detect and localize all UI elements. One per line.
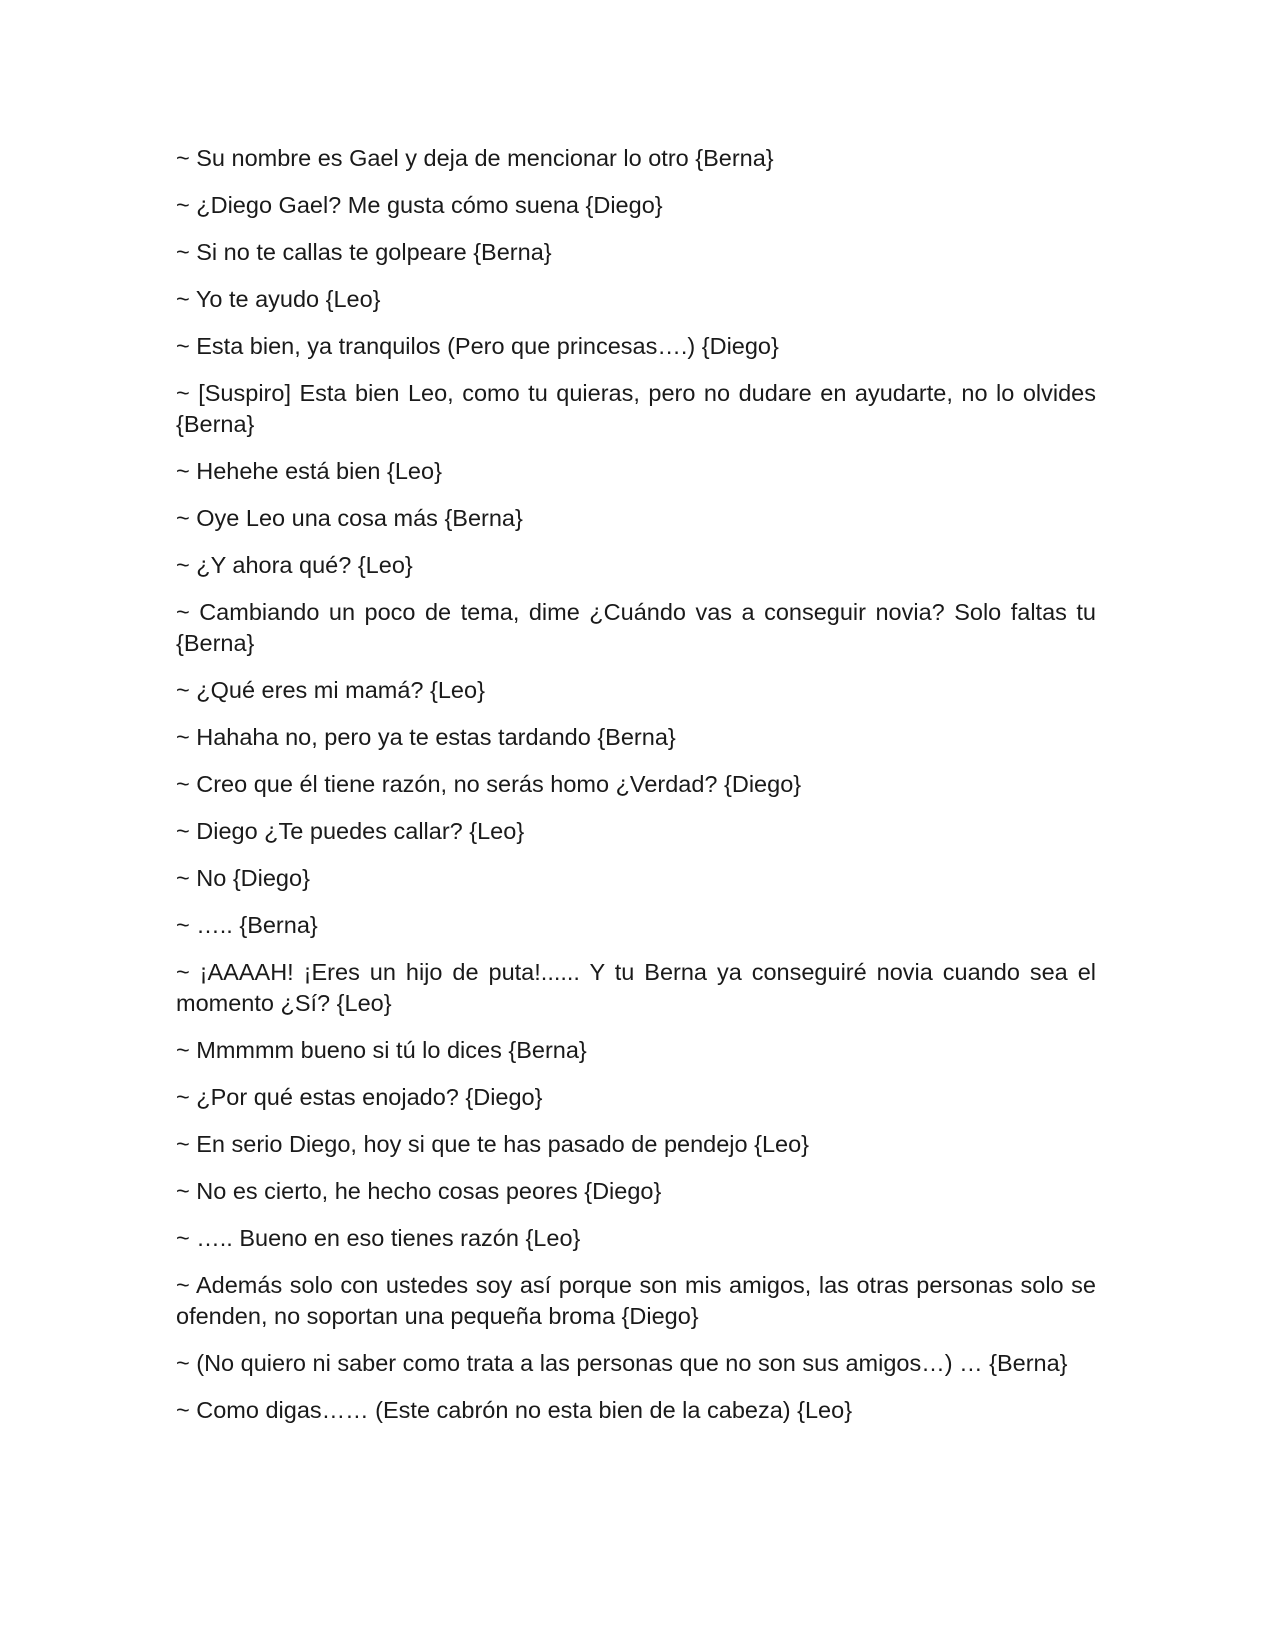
dialogue-text — [176, 143, 1096, 1442]
dialogue-line: ~ No es cierto, he hecho cosas peores {Diego} — [176, 1178, 662, 1204]
dialogue-line: ~ Diego ¿Te puedes callar? {Leo} — [176, 818, 525, 844]
dialogue-line: ~ Creo que él tiene razón, no serás homo ¿Verdad? {Diego} — [176, 771, 802, 797]
dialogue-line: ~ ¿Y ahora qué? {Leo} — [176, 552, 413, 578]
dialogue-line: ~ Si no te callas te golpeare {Berna} — [176, 239, 552, 265]
dialogue-line: ~ Esta bien, ya tranquilos (Pero que princesas….) {Diego} — [176, 333, 779, 359]
dialogue-line: ~ Oye Leo una cosa más {Berna} — [176, 505, 523, 531]
dialogue-line: ~ (No quiero ni saber como trata a las personas que no son sus amigos…) … {Berna} — [176, 1350, 1068, 1376]
dialogue-line: ~ Su nombre es Gael y deja de mencionar lo otro {Berna} — [176, 145, 774, 171]
dialogue-line: ~ ¡AAAAH! ¡Eres un hijo de puta!...... Y tu Berna ya conseguiré novia cuando sea el momento ¿Sí? {Leo} — [176, 959, 1096, 1016]
dialogue-line: ~ Además solo con ustedes soy así porque son mis amigos, las otras personas solo se ofenden, no soportan una pequeña broma {Diego} — [176, 1272, 1096, 1329]
dialogue-line: ~ ….. Bueno en eso tienes razón {Leo} — [176, 1225, 581, 1251]
dialogue-line: ~ No {Diego} — [176, 865, 310, 891]
dialogue-line: ~ ¿Diego Gael? Me gusta cómo suena {Diego} — [176, 192, 663, 218]
dialogue-line: ~ ¿Por qué estas enojado? {Diego} — [176, 1084, 543, 1110]
dialogue-line: ~ Cambiando un poco de tema, dime ¿Cuándo vas a conseguir novia? Solo faltas tu {Berna} — [176, 599, 1096, 656]
dialogue-line: ~ ….. {Berna} — [176, 912, 318, 938]
dialogue-line: ~ Como digas…… (Este cabrón no esta bien de la cabeza) {Leo} — [176, 1397, 853, 1423]
dialogue-line: ~ Mmmmm bueno si tú lo dices {Berna} — [176, 1037, 587, 1063]
dialogue-line: ~ Hehehe está bien {Leo} — [176, 458, 442, 484]
dialogue-line: ~ Yo te ayudo {Leo} — [176, 286, 381, 312]
dialogue-line: ~ Hahaha no, pero ya te estas tardando {Berna} — [176, 724, 676, 750]
dialogue-line: ~ En serio Diego, hoy si que te has pasado de pendejo {Leo} — [176, 1131, 810, 1157]
dialogue-line: ~ ¿Qué eres mi mamá? {Leo} — [176, 677, 485, 703]
dialogue-line: ~ [Suspiro] Esta bien Leo, como tu quieras, pero no dudare en ayudarte, no lo olvides {Berna} — [176, 380, 1096, 437]
